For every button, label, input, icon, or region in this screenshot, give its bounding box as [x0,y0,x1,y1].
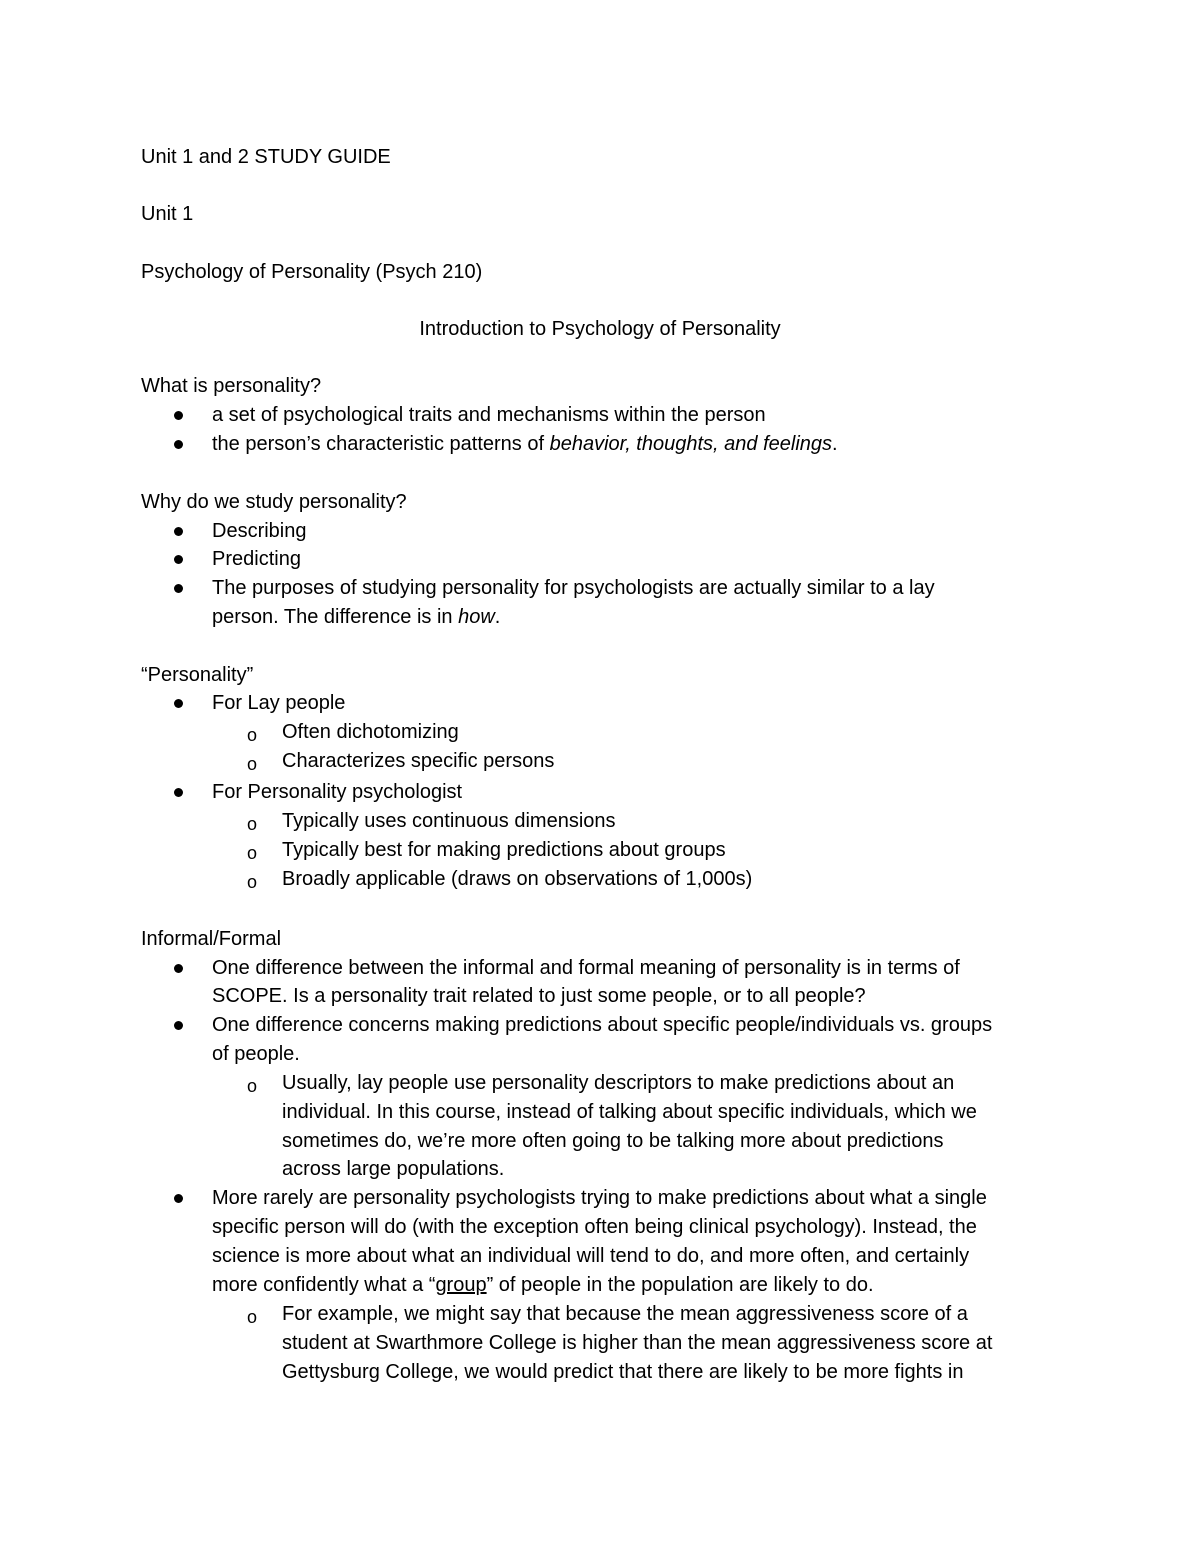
circle-bullet-icon: o [247,725,258,745]
circle-bullet-icon: o [247,754,258,774]
sub-list-item-continuation: across large populations. [282,1158,505,1180]
bullet-icon [174,411,183,420]
list-item-continuation: of people. [212,1043,300,1065]
sub-list-item: o Broadly applicable (draws on observations of 1,000s) [247,868,753,892]
list-item: One difference between the informal and formal meaning of personality is in terms of [0,954,1200,982]
bullet-icon [174,1194,183,1203]
sub-list-item: o Usually, lay people use personality descriptors to make predictions about an [247,1072,955,1096]
list-item: For Personality psychologist [0,778,1200,806]
q3-heading: “Personality” [141,664,254,686]
bullet-icon [174,699,183,708]
list-item: Describing [0,517,1200,545]
list-item: The purposes of studying personality for psychologists are actually similar to a lay [0,574,1200,602]
bullet-icon [174,440,183,449]
sub-list-item-continuation: sometimes do, we’re more often going to be talking more about predictions [282,1130,944,1152]
unit-label: Unit 1 [141,203,194,225]
list-item: Predicting [0,545,1200,573]
list-item: the person’s characteristic patterns of behavior, thoughts, and feelings. [0,430,1200,458]
list-item: More rarely are personality psychologists trying to make predictions about what a single [0,1184,1200,1212]
circle-bullet-icon: o [247,872,258,892]
list-item-continuation: person. The difference is in how. [212,606,501,628]
q4-heading: Informal/Formal [141,928,282,950]
list-item: For Lay people [0,689,1200,717]
sub-list-item: o Often dichotomizing [247,721,459,745]
bullet-icon [174,788,183,797]
sub-list-item-continuation: Gettysburg College, we would predict that there are likely to be more fights in [282,1361,964,1383]
underlined-word: group [435,1274,487,1296]
doc-title: Unit 1 and 2 STUDY GUIDE [141,146,391,168]
list-item-continuation: SCOPE. Is a personality trait related to just some people, or to all people? [212,985,866,1007]
sub-list-item-continuation: individual. In this course, instead of talking about specific individuals, which we [282,1101,977,1123]
sub-list-item: o Typically best for making predictions about groups [247,839,726,863]
sub-list-item-continuation: student at Swarthmore College is higher than the mean aggressiveness score at [282,1332,993,1354]
circle-bullet-icon: o [247,814,258,834]
q1-heading: What is personality? [141,375,322,397]
list-item-continuation: science is more about what an individual will tend to do, and more often, and certainly [212,1245,970,1267]
circle-bullet-icon: o [247,1076,258,1096]
q2-heading: Why do we study personality? [141,491,407,513]
list-item-continuation: specific person will do (with the exception often being clinical psychology). Instead, the [212,1216,977,1238]
bullet-icon [174,964,183,973]
list-item: One difference concerns making predictions about specific people/individuals vs. groups [0,1011,1200,1039]
circle-bullet-icon: o [247,1307,258,1327]
list-item: a set of psychological traits and mechanisms within the person [0,401,1200,429]
sub-list-item: o Characterizes specific persons [247,750,555,774]
bullet-icon [174,527,183,536]
bullet-icon [174,555,183,564]
bullet-icon [174,1021,183,1030]
bullet-icon [174,584,183,593]
circle-bullet-icon: o [247,843,258,863]
list-item-continuation: more confidently what a “group” of people in the population are likely to do. [212,1274,874,1296]
course-title: Psychology of Personality (Psych 210) [141,261,483,283]
sub-list-item: o For example, we might say that because the mean aggressiveness score of a [247,1303,968,1327]
section-title: Introduction to Psychology of Personality [419,318,781,340]
sub-list-item: o Typically uses continuous dimensions [247,810,616,834]
